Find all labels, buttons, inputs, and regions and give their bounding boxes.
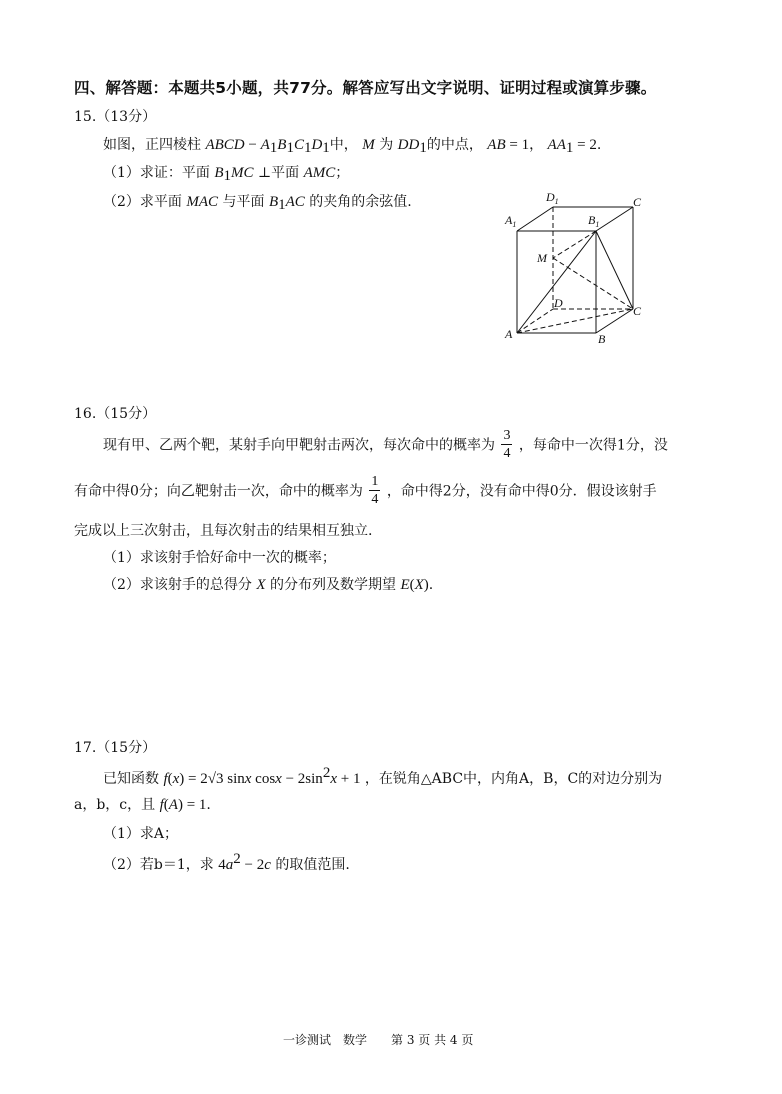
fraction-one-quarter: $\frac{1}{4}$ — [371, 474, 379, 507]
q15-intro: 如图，正四棱柱 ABCD − $A_1B_1C_1D_1$中， M 为 $DD_1$的中点， AB = 1， $AA_1 = 2$. — [103, 137, 602, 156]
svg-text:B: B — [598, 332, 606, 346]
q15-part1: （1）求证：平面 $B_1MC$ ⊥平面 AMC； — [103, 165, 350, 184]
q17-number: 17.（15分） — [74, 740, 157, 756]
q16-line2: 有命中得0分；向乙靶射击一次，命中的概率为 $\frac{1}{4}$ ，命中得2分，没有命中得0分．假设该射手 — [74, 474, 657, 507]
svg-text:C: C — [633, 304, 642, 318]
q15-part2: （2）求平面 MAC 与平面 $B_1AC$ 的夹角的余弦值. — [103, 194, 412, 213]
svg-text:A1: $A_1$ — [505, 213, 517, 229]
q15-number: 15.（13分） — [74, 109, 157, 125]
fraction-three-quarters: $\frac{3}{4}$ — [503, 428, 511, 461]
svg-text:D: D — [554, 296, 563, 310]
q16-line3: 完成以上三次射击，且每次射击的结果相互独立. — [74, 523, 373, 539]
svg-text:D1: $D_1$ — [546, 190, 559, 206]
q17-part1: （1）求A； — [103, 826, 179, 842]
svg-text:B1: $B_1$ — [588, 213, 600, 229]
q16-part1: （1）求该射手恰好命中一次的概率； — [103, 550, 336, 566]
page-footer: 一诊测试 数学 第 3 页 共 4 页 — [283, 1033, 474, 1047]
q16-line1: 现有甲、乙两个靶，某射手向甲靶射击两次，每次命中的概率为 $\frac{3}{4}$ ，每命中一次得1分，没 — [103, 428, 668, 461]
svg-text:C: C — [633, 195, 642, 209]
q17-line2: a，b，c，且 f(A) = 1. — [74, 797, 211, 813]
svg-text:M: M — [537, 251, 547, 265]
q16-part2: （2）求该射手的总得分 X 的分布列及数学期望 E(X). — [103, 577, 434, 593]
svg-text:A: A — [505, 327, 513, 341]
q16-number: 16.（15分） — [74, 406, 157, 422]
prism-figure — [500, 188, 660, 350]
section-heading: 四、解答题：本题共5小题，共77分。解答应写出文字说明、证明过程或演算步骤。 — [74, 79, 657, 97]
q17-part2: （2）若b＝1，求 $4a^2 - 2c$ 的取值范围. — [103, 851, 350, 873]
q17-line1: 已知函数 f(x) = 2√3 sinx $\cos x - 2\sin^2x + 1$ ，在锐角△ABC中，内角A，B，C的对边分别为 — [103, 765, 663, 787]
